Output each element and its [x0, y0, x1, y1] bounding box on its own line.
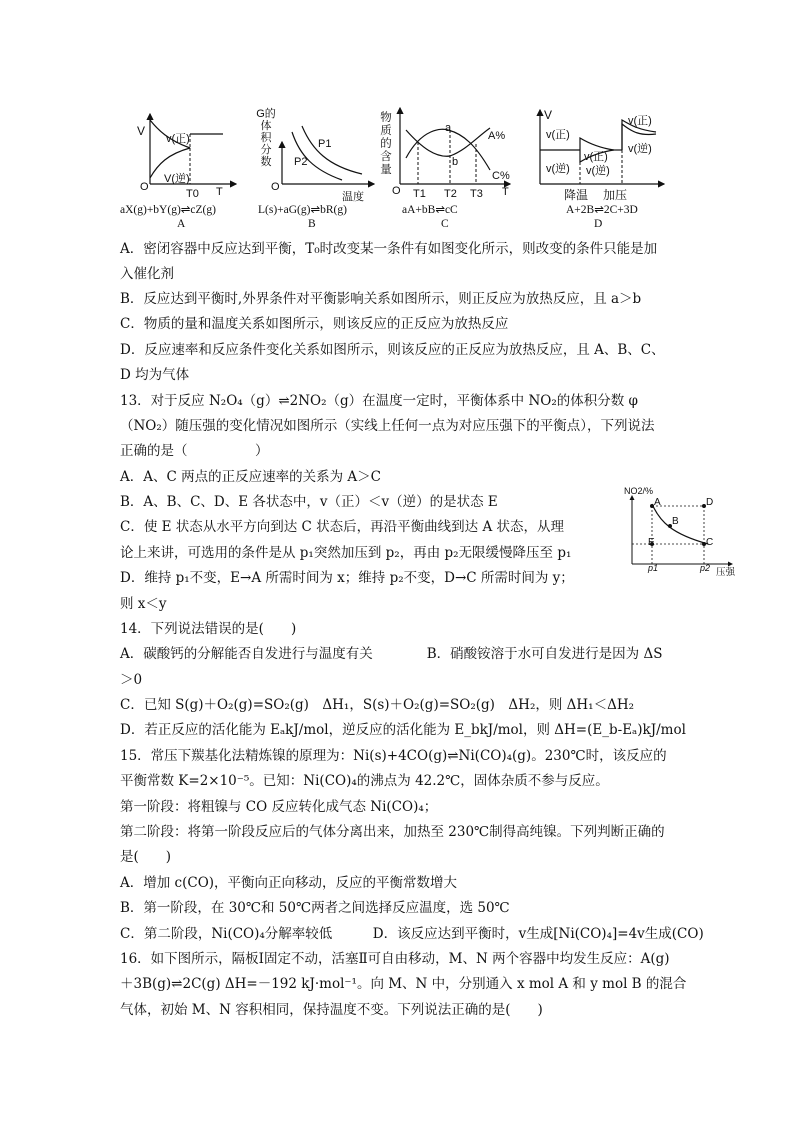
text-line: C．使 E 状态从水平方向到达 C 状态后，再沿平衡曲线到达 A 状态，从理: [120, 519, 565, 535]
text-line: 14．下列说法错误的是( ): [120, 621, 297, 637]
text-line: 是( ): [120, 849, 172, 865]
text-line: A．碳酸钙的分解能否自发进行与温度有关 B．硝酸铵溶于水可自发进行是因为 ΔS: [120, 646, 663, 662]
text-line: C．第二阶段，Ni(CO)₄分解率较低 D．该反应达到平衡时，v生成[Ni(CO)₄]=4v生成(CO): [120, 926, 704, 942]
figure-d-equation: A+2B⇌2C+3D: [566, 204, 638, 216]
figure-d-cool: 降温: [564, 188, 589, 202]
figure-c-axis-y: 物质的含量: [380, 112, 392, 176]
figure-d-reverse-3: v(逆): [628, 143, 652, 155]
figure-d-reverse-1: v(逆): [546, 163, 570, 175]
text-line: 第一阶段：将粗镍与 CO 反应转化成气态 Ni(CO)₄；: [120, 799, 438, 815]
figure-c-t2: T2: [444, 188, 457, 200]
figure-d-forward-2: v(正): [584, 151, 608, 163]
figure-a-axis-x: T: [216, 186, 223, 198]
figure-b-axis-x: 温度: [342, 191, 364, 203]
figure-c-origin: O: [392, 185, 401, 197]
text-line: B．第一阶段，在 30℃和 50℃两者之间选择反应温度，选 50℃: [120, 900, 510, 916]
figure-13-graph: [626, 492, 736, 572]
text-line: 13．对于反应 N₂O₄（g）⇌2NO₂（g）在温度一定时，平衡体系中 NO₂的体积分数 φ: [120, 393, 638, 409]
text-line: D．维持 p₁不变，E→A 所需时间为 x；维持 p₂不变，D→C 所需时间为 y；: [120, 570, 574, 586]
text-line: B．反应达到平衡时,外界条件对平衡影响关系如图所示，则正反应为放热反应，且 a＞b: [120, 291, 642, 307]
figure-13-point-d: D: [706, 497, 714, 508]
text-line: 15．常压下羰基化法精炼镍的原理为：Ni(s)+4CO(g)⇌Ni(CO)₄(g)。230℃时，该反应的: [120, 748, 667, 764]
figure-b-axis-y: G的体积分数: [256, 108, 276, 168]
figure-d-axis-y: V: [544, 108, 553, 122]
figure-13-axis-y: NO2/%: [624, 486, 654, 496]
figure-13-p1: p1: [648, 563, 659, 573]
figure-b-p2: P2: [294, 156, 308, 168]
figure-c-axis-x: T: [502, 186, 509, 198]
text-line: D 均为气体: [120, 367, 190, 383]
figure-d-reverse-2: v(逆): [586, 165, 610, 177]
figure-13-p2: p2: [700, 563, 711, 573]
figure-a-label: A: [177, 218, 186, 230]
text-line: A．密闭容器中反应达到平衡，T₀时改变某一条件有如图变化所示，则改变的条件只能是加: [120, 241, 658, 257]
figure-c-t3: T3: [470, 188, 483, 200]
text-line: 平衡常数 K=2×10⁻⁵。已知：Ni(CO)₄的沸点为 42.2℃，固体杂质不参与反应。: [120, 773, 609, 789]
figure-d-forward-3: v(正): [628, 115, 652, 127]
text-line: A．增加 c(CO)，平衡向正向移动，反应的平衡常数增大: [120, 875, 458, 891]
text-line: 第二阶段：将第一阶段反应后的气体分离出来，加热至 230℃制得高纯镍。下列判断正确的: [120, 824, 665, 840]
figure-13-point-a: A: [654, 497, 661, 508]
text-line: C．已知 S(g)＋O₂(g)=SO₂(g) ΔH₁，S(s)＋O₂(g)=SO₂(g) ΔH₂，则 ΔH₁＜ΔH₂: [120, 697, 635, 713]
figure-a-axis-y: V: [137, 124, 146, 138]
text-line: D．反应速率和反应条件变化关系如图所示，则该反应的正反应为放热反应，且 A、B、C、: [120, 342, 665, 358]
figure-a-reverse-label: V(逆): [164, 173, 190, 185]
figure-13-point-c: C: [706, 537, 714, 548]
text-line: 论上来讲，可选用的条件是从 p₁突然加压到 p₂，再由 p₂无限缓慢降压至 p₁: [120, 545, 572, 561]
text-line: 则 x＜y: [120, 596, 167, 612]
figure-b-origin: O: [271, 181, 280, 193]
figure-c-curve-a: A%: [488, 130, 506, 142]
text-line: B．A、B、C、D、E 各状态中，v（正）＜v（逆）的是状态 E: [120, 494, 498, 510]
text-line: （NO₂）随压强的变化情况如图所示（实线上任何一点为对应压强下的平衡点），下列说法: [120, 418, 655, 434]
figure-13-axis-x: 压强: [716, 567, 736, 578]
text-line: 气体，初始 M、N 容积相同，保持温度不变。下列说法正确的是( ): [120, 1002, 543, 1018]
figure-c-equation: aA+bB⇌cC: [402, 204, 458, 216]
figure-d-forward-1: v(正): [546, 129, 570, 141]
text-line: 入催化剂: [120, 266, 174, 282]
figure-c-valley: b: [452, 156, 459, 168]
figure-b-label: B: [308, 218, 316, 230]
figure-a-forward-label: v(正): [166, 133, 190, 145]
figure-c-peak: a: [445, 122, 452, 134]
text-line: A．A、C 两点的正反应速率的关系为 A＞C: [120, 469, 381, 485]
figure-a-t0: T0: [186, 188, 199, 200]
figure-d-press: 加压: [603, 188, 628, 202]
figure-c-label: C: [441, 218, 449, 230]
figure-b-equation: L(s)+aG(g)⇌bR(g): [258, 204, 347, 216]
figure-a-equation: aX(g)+bY(g)⇌cZ(g): [120, 204, 216, 216]
figure-13-point-b: B: [672, 516, 679, 527]
figure-a-origin: O: [140, 181, 149, 193]
text-line: C．物质的量和温度关系如图所示，则该反应的正反应为放热反应: [120, 316, 509, 332]
figure-b-p1: P1: [318, 138, 332, 150]
figure-c-curve-c: C%: [492, 170, 510, 182]
figure-d-label: D: [594, 218, 603, 230]
text-line: 16．如下图所示，隔板Ⅰ固定不动，活塞Ⅱ可自由移动，M、N 两个容器中均发生反应：A(g): [120, 951, 670, 967]
text-line: 正确的是（ ）: [120, 443, 269, 459]
figure-c-t1: T1: [413, 188, 426, 200]
figure-13-point-e: E: [648, 537, 655, 548]
text-line: D．若正反应的活化能为 EₐkJ/mol，逆反应的活化能为 E_bkJ/mol，则 ΔH=(E_b-Eₐ)kJ/mol: [120, 722, 686, 738]
text-line: ＞0: [120, 672, 143, 688]
text-line: ＋3B(g)⇌2C(g) ΔH=－192 kJ·mol⁻¹。向 M、N 中，分别通入 x mol A 和 y mol B 的混合: [120, 976, 687, 992]
